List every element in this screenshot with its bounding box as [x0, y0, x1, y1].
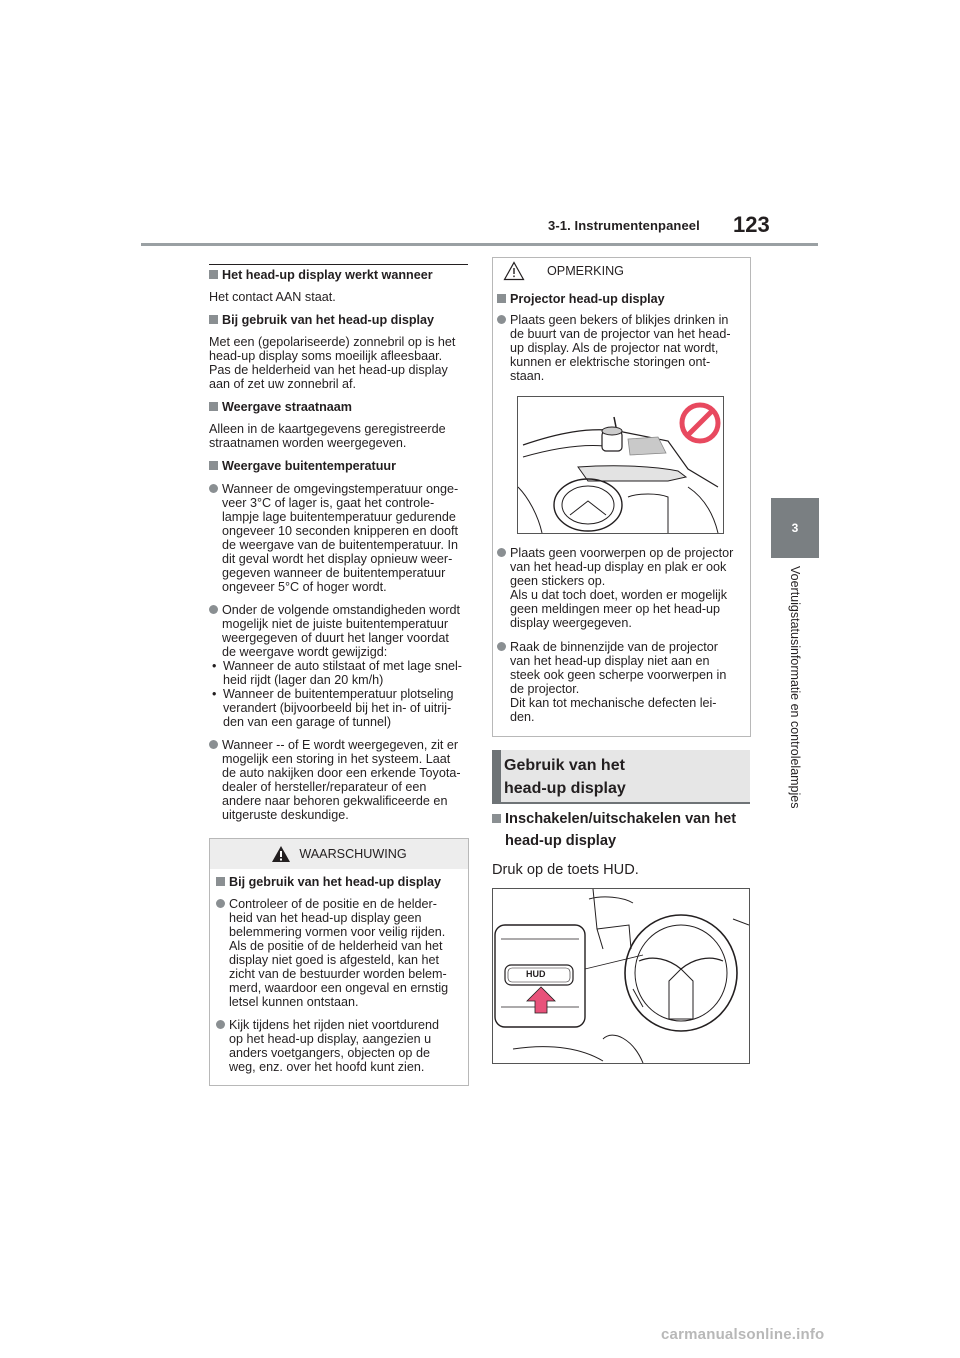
- column-top-rule: [209, 264, 468, 265]
- text-line: straatnamen worden weergegeven.: [209, 436, 407, 450]
- round-bullet-icon: [497, 642, 506, 651]
- hud-button-label: HUD: [526, 969, 546, 979]
- section-heading: [209, 313, 471, 327]
- text-line: gegeven wanneer de buitentemperatuur: [222, 566, 446, 580]
- text-line: Wanneer de auto stilstaat of met lage snel-: [223, 659, 462, 673]
- section-heading-text: Bij gebruik van het head-up display: [229, 875, 442, 889]
- text-line: Controleer of de positie en de helder-: [229, 897, 437, 911]
- text-line: ongeveer 5°C of hoger wordt.: [222, 580, 387, 594]
- paragraph: [209, 422, 471, 450]
- section-heading-text: Weergave straatnaam: [222, 400, 352, 414]
- usage-subtitle-line: head-up display: [505, 833, 617, 849]
- side-title-text: Voertuigstatusinformatie en controlelampjes: [788, 566, 802, 809]
- band-accent-bar: [492, 750, 501, 802]
- text-line: Wanneer de omgevingstemperatuur onge-: [222, 482, 459, 496]
- usage-subtitle-line: Inschakelen/uitschakelen van het: [505, 811, 737, 827]
- section-heading-text: Weergave buitentemperatuur: [222, 459, 397, 473]
- text-line: letsel kunnen ontstaan.: [229, 995, 359, 1009]
- text-line: Dit kan tot mechanische defecten lei-: [510, 696, 717, 710]
- note-body-continued: [497, 543, 742, 724]
- section-heading: [209, 459, 471, 473]
- note-title: OPMERKING: [547, 264, 624, 278]
- round-bullet-icon: [209, 605, 218, 614]
- usage-heading-band: [492, 750, 750, 804]
- text-line: merd, waardoor een ongeval en ernstig: [229, 981, 449, 995]
- text-line: den.: [510, 710, 535, 724]
- note-body: [493, 284, 750, 383]
- text-line: geen stickers op.: [510, 574, 606, 588]
- section-heading-text: Bij gebruik van het head-up display: [222, 313, 435, 327]
- text-line: up display. Als de projector nat wordt,: [510, 341, 719, 355]
- square-bullet-icon: [497, 294, 506, 303]
- square-bullet-icon: [216, 877, 225, 886]
- bullet-item: [497, 640, 742, 724]
- hud-button-illustration: [492, 888, 750, 1064]
- text-line: steek ook geen scherpe voorwerpen in: [510, 668, 727, 682]
- round-bullet-icon: [209, 484, 218, 493]
- bullet-item: [497, 313, 742, 383]
- text-line: Alleen in de kaartgegevens geregistreerde: [209, 422, 446, 436]
- section-heading-text: Het head-up display werkt wanneer: [222, 268, 433, 282]
- section-heading: [216, 875, 460, 889]
- section-heading: [497, 292, 742, 306]
- usage-heading-line: Gebruik van het: [504, 757, 625, 774]
- usage-instruction: Druk op de toets HUD.: [492, 862, 639, 878]
- section-heading: [209, 268, 471, 282]
- sub-bullet-mark: •: [212, 687, 217, 701]
- text-line: van het head-up display niet aan en: [510, 654, 710, 668]
- text-line: ongeveer 10 seconden knipperen en dooft: [222, 524, 458, 538]
- bullet-item: [209, 738, 471, 822]
- text-line: den van een garage of tunnel): [223, 715, 392, 729]
- text-line: veer 3°C of lager is, gaat het controle-: [222, 496, 435, 510]
- dashboard-projector-drawing: [518, 397, 723, 533]
- sub-bullet-item: [209, 687, 471, 729]
- text-line: mogelijk een storing in het systeem. Laat: [222, 752, 451, 766]
- text-line: Wanneer -- of E wordt weergegeven, zit er: [222, 738, 459, 752]
- warning-header: [210, 839, 468, 869]
- sub-bullet-mark: •: [212, 659, 217, 673]
- section-heading-text: Projector head-up display: [510, 292, 665, 306]
- text-line: zicht van de bestuurder worden belem-: [229, 967, 447, 981]
- header-rule: [141, 243, 818, 246]
- text-line: verandert (bijvoorbeeld bij het in- of uitrij-: [223, 701, 452, 715]
- round-bullet-icon: [209, 740, 218, 749]
- text-line: Onder de volgende omstandigheden wordt: [222, 603, 461, 617]
- warning-triangle-icon: [271, 845, 291, 863]
- text-line: staan.: [510, 369, 545, 383]
- text-line: Raak de binnenzijde van de projector: [510, 640, 718, 654]
- text-line: Als de positie of de helderheid van het: [229, 939, 443, 953]
- square-bullet-icon: [209, 461, 218, 470]
- bullet-item: [209, 603, 471, 659]
- round-bullet-icon: [497, 548, 506, 557]
- text-line: weergegeven of duurt het langer voordat: [222, 631, 449, 645]
- chapter-tab: 3: [771, 498, 819, 558]
- text-line: Pas de helderheid van het head-up display: [209, 363, 448, 377]
- text-line: Met een (gepolariseerde) zonnebril op is het: [209, 335, 456, 349]
- text-line: de auto nakijken door een erkende Toyota-: [222, 766, 461, 780]
- section-title: 3-1. Instrumentenpaneel: [548, 218, 700, 233]
- square-bullet-icon: [209, 315, 218, 324]
- paragraph: [209, 335, 471, 391]
- text-line: uitgeruste deskundige.: [222, 808, 349, 822]
- side-title: [772, 566, 818, 846]
- square-bullet-icon: [492, 814, 501, 823]
- bullet-item: [497, 546, 742, 630]
- text-line: geen meldingen meer op het head-up: [510, 602, 721, 616]
- usage-heading-line: head-up display: [504, 780, 626, 797]
- section-heading: [209, 400, 471, 414]
- caution-triangle-icon: [503, 261, 525, 281]
- note-box: [492, 257, 751, 737]
- text-line: head-up display soms moeilijk afleesbaar.: [209, 349, 443, 363]
- text-line: weg, enz. over het hoofd kunt zien.: [229, 1060, 425, 1074]
- text-line: de projector.: [510, 682, 580, 696]
- text-line: kunnen er elektrische storingen ont-: [510, 355, 711, 369]
- paragraph: Het contact AAN staat.: [209, 290, 336, 304]
- left-column: [209, 268, 471, 822]
- text-line: Kijk tijdens het rijden niet voortdurend: [229, 1018, 440, 1032]
- text-line: belemmering vormen voor veilig rijden.: [229, 925, 446, 939]
- usage-subtitle: [492, 808, 754, 852]
- bullet-item: [209, 482, 471, 594]
- text-line: aan of zet uw zonnebril af.: [209, 377, 357, 391]
- text-line: heid van het head-up display geen: [229, 911, 422, 925]
- warning-body: [210, 869, 468, 1074]
- warning-title: WAARSCHUWING: [299, 847, 407, 861]
- text-line: dealer of hersteller/reparateur of een: [222, 780, 427, 794]
- text-line: Plaats geen bekers of blikjes drinken in: [510, 313, 729, 327]
- bullet-item: [216, 897, 460, 1009]
- text-line: de weergave van de buitentemperatuur. In: [222, 538, 458, 552]
- text-line: Wanneer de buitentemperatuur plotseling: [223, 687, 454, 701]
- text-line: anders voetgangers, objecten op de: [229, 1046, 430, 1060]
- footer-watermark: carmanualsonline.info: [661, 1326, 825, 1343]
- text-line: mogelijk niet de juiste buitentemperatuur: [222, 617, 449, 631]
- text-line: van het head-up display en plak er ook: [510, 560, 727, 574]
- square-bullet-icon: [209, 402, 218, 411]
- page-number: 123: [733, 212, 770, 237]
- usage-subsection: [492, 808, 754, 878]
- usage-heading: [504, 754, 626, 800]
- text-line: lampje lage buitentemperatuur gedurende: [222, 510, 456, 524]
- text-line: de buurt van de projector van het head-: [510, 327, 731, 341]
- text-line: heid rijdt (lager dan 20 km/h): [223, 673, 384, 687]
- square-bullet-icon: [209, 270, 218, 279]
- round-bullet-icon: [497, 315, 506, 324]
- text-line: Als u dat toch doet, worden er mogelijk: [510, 588, 728, 602]
- text-line: Plaats geen voorwerpen op de projector: [510, 546, 734, 560]
- text-line: dit geval wordt het display opnieuw weer-: [222, 552, 453, 566]
- sub-bullet-item: [209, 659, 471, 687]
- text-line: display niet goed is afgesteld, kan het: [229, 953, 440, 967]
- round-bullet-icon: [216, 1020, 225, 1029]
- warning-box: [209, 838, 469, 1086]
- round-bullet-icon: [216, 899, 225, 908]
- text-line: display weergegeven.: [510, 616, 632, 630]
- text-line: andere naar behoren gekwalificeerde en: [222, 794, 448, 808]
- projector-illustration: [517, 396, 724, 534]
- note-header: [493, 258, 750, 284]
- text-line: de weergave wordt gewijzigd:: [222, 645, 388, 659]
- bullet-item: [216, 1018, 460, 1074]
- text-line: op het head-up display, aangezien u: [229, 1032, 432, 1046]
